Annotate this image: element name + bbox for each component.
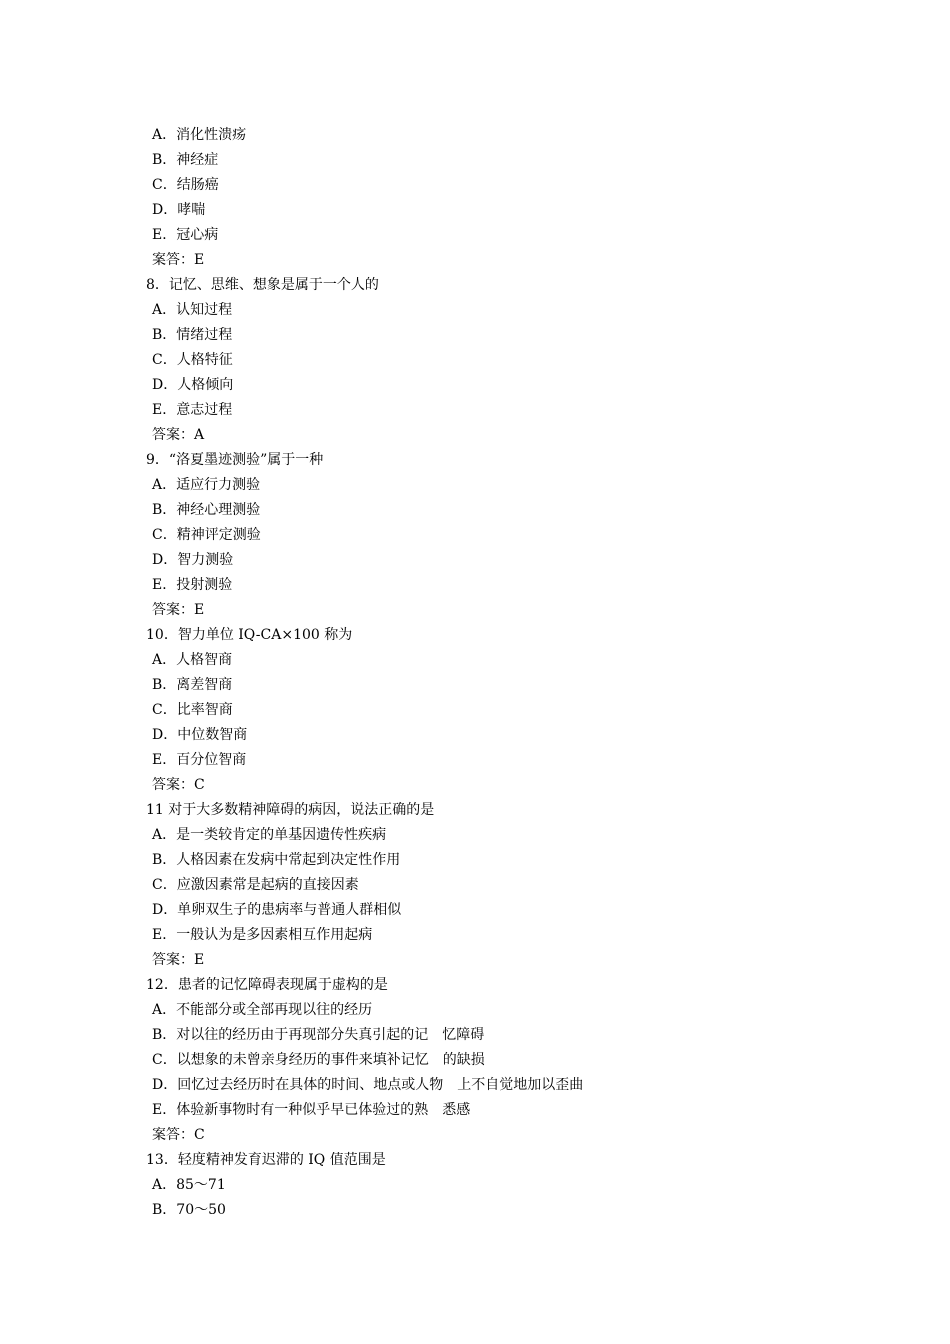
answer-key: 答案：A <box>152 427 205 443</box>
answer-option: B．离差智商 <box>152 677 233 693</box>
answer-option: A．人格智商 <box>152 652 233 668</box>
answer-option: B．人格因素在发病中常起到决定性作用 <box>152 852 401 868</box>
answer-option: A．不能部分或全部再现以往的经历 <box>152 1002 373 1018</box>
answer-option: D．智力测验 <box>152 552 234 568</box>
answer-option: B．对以往的经历由于再现部分失真引起的记 忆障碍 <box>152 1027 485 1043</box>
answer-option: B．情绪过程 <box>152 327 233 343</box>
answer-option: E．冠心病 <box>152 227 219 243</box>
answer-option: D．回忆过去经历时在具体的时间、地点或人物 上不自觉地加以歪曲 <box>152 1077 584 1093</box>
answer-option: D．中位数智商 <box>152 727 248 743</box>
answer-option: B．神经症 <box>152 152 219 168</box>
answer-option: D．人格倾向 <box>152 377 234 393</box>
question-text: 10．智力单位 IQ-CA×100 称为 <box>146 627 353 643</box>
answer-option: A．认知过程 <box>152 302 233 318</box>
question-text: 11 对于大多数精神障碍的病因，说法正确的是 <box>146 802 435 818</box>
answer-option: E．投射测验 <box>152 577 233 593</box>
answer-option: C．结肠癌 <box>152 177 219 193</box>
answer-option: E．一般认为是多因素相互作用起病 <box>152 927 373 943</box>
answer-option: E．意志过程 <box>152 402 233 418</box>
answer-option: A．85～71 <box>152 1177 226 1193</box>
answer-option: E．体验新事物时有一种似乎早已体验过的熟 悉感 <box>152 1102 471 1118</box>
answer-option: D．哮喘 <box>152 202 206 218</box>
exam-content <box>0 123 950 1223</box>
answer-option: D．单卵双生子的患病率与普通人群相似 <box>152 902 402 918</box>
answer-option: A．消化性溃疡 <box>152 127 247 143</box>
answer-key: 答案：C <box>152 777 205 793</box>
question-text: 13．轻度精神发育迟滞的 IQ 值范围是 <box>146 1152 386 1168</box>
answer-option: C．应激因素常是起病的直接因素 <box>152 877 359 893</box>
answer-option: C．精神评定测验 <box>152 527 261 543</box>
question-text: 12．患者的记忆障碍表现属于虚构的是 <box>146 977 388 993</box>
answer-option: A．适应行力测验 <box>152 477 261 493</box>
answer-option: C．以想象的未曾亲身经历的事件来填补记忆 的缺损 <box>152 1052 485 1068</box>
answer-option: B．70～50 <box>152 1202 226 1218</box>
answer-option: E．百分位智商 <box>152 752 247 768</box>
answer-option: C．人格特征 <box>152 352 233 368</box>
answer-key: 答案：E <box>152 602 205 618</box>
question-text: 9．“洛夏墨迹测验”属于一种 <box>146 452 324 468</box>
answer-key: 案答：C <box>152 1127 205 1143</box>
answer-option: C．比率智商 <box>152 702 233 718</box>
answer-option: A．是一类较肯定的单基因遗传性疾病 <box>152 827 387 843</box>
answer-key: 案答：E <box>152 252 205 268</box>
answer-option: B．神经心理测验 <box>152 502 261 518</box>
question-text: 8．记忆、思维、想象是属于一个人的 <box>146 277 379 293</box>
answer-key: 答案：E <box>152 952 205 968</box>
